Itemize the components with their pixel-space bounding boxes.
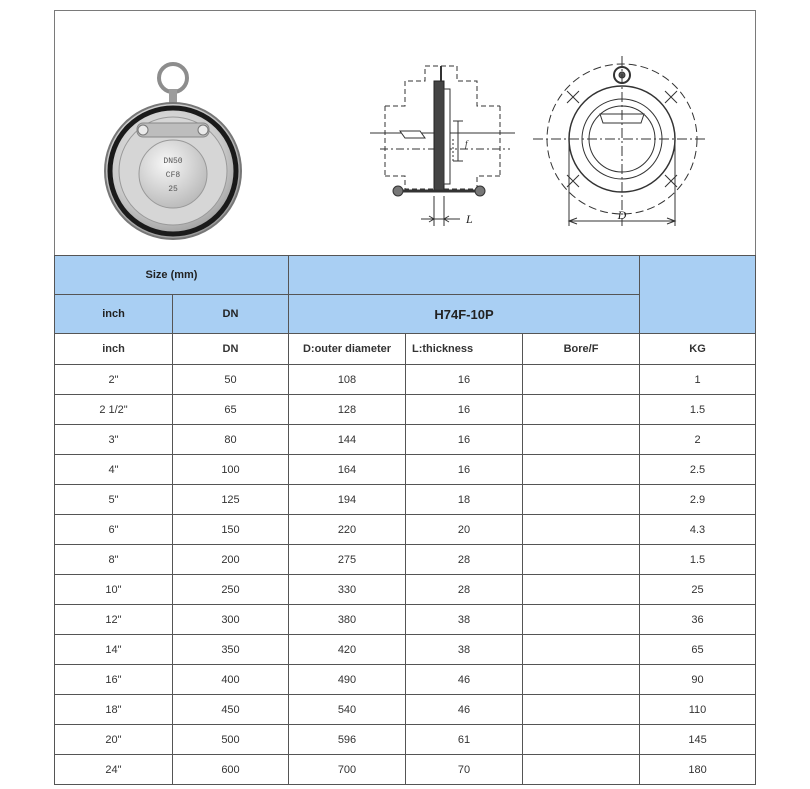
cell-inch: 5" [55,485,173,515]
cell-dn: 250 [173,575,289,605]
table-row [55,665,756,695]
table-row [55,515,756,545]
table-row [55,395,756,425]
col-outer-diameter: D:outer diameter [289,334,406,365]
cell-bore [523,395,640,425]
cell-outer-diameter: 700 [289,755,406,785]
cell-outer-diameter: 330 [289,575,406,605]
cell-bore [523,425,640,455]
cell-thickness: 16 [406,365,523,395]
cell-outer-diameter: 490 [289,665,406,695]
cell-inch: 4" [55,455,173,485]
cell-thickness: 38 [406,635,523,665]
cell-inch: 24" [55,755,173,785]
cell-outer-diameter: 380 [289,605,406,635]
col-bore: Bore/F [523,334,640,365]
column-header-row [55,334,756,365]
table-row [55,455,756,485]
cell-kg: 145 [640,725,756,755]
cell-dn: 65 [173,395,289,425]
cell-dn: 80 [173,425,289,455]
model-header-top [289,256,640,295]
table-row [55,425,756,455]
cell-dn: 350 [173,635,289,665]
valve-photo [105,64,241,239]
cell-bore [523,485,640,515]
col-thickness: L:thickness [406,334,523,365]
cell-thickness: 70 [406,755,523,785]
cell-dn: 200 [173,545,289,575]
cell-dn: 50 [173,365,289,395]
table-row [55,635,756,665]
cell-dn: 150 [173,515,289,545]
cell-kg: 2.5 [640,455,756,485]
cell-bore [523,755,640,785]
inch-header: inch [55,295,173,334]
cell-outer-diameter: 194 [289,485,406,515]
cell-bore [523,605,640,635]
cell-kg: 2 [640,425,756,455]
cell-kg: 90 [640,665,756,695]
cell-thickness: 46 [406,665,523,695]
cell-outer-diameter: 220 [289,515,406,545]
table-row [55,605,756,635]
cell-kg: 1 [640,365,756,395]
table-row [55,755,756,785]
cell-dn: 125 [173,485,289,515]
cell-thickness: 18 [406,485,523,515]
cell-thickness: 16 [406,425,523,455]
weight-header-blank [640,256,756,334]
cell-thickness: 28 [406,545,523,575]
col-kg: KG [640,334,756,365]
cell-inch: 8" [55,545,173,575]
cell-dn: 500 [173,725,289,755]
cell-inch: 12" [55,605,173,635]
cell-outer-diameter: 128 [289,395,406,425]
plate-line-2: CF8 [165,171,181,180]
cell-bore [523,635,640,665]
col-inch: inch [55,334,173,365]
cell-kg: 1.5 [640,545,756,575]
plate-line-3: 25 [168,185,178,194]
cell-thickness: 16 [406,455,523,485]
side-section-drawing [370,66,515,226]
cell-dn: 300 [173,605,289,635]
cell-bore [523,695,640,725]
cell-kg: 4.3 [640,515,756,545]
cell-thickness: 61 [406,725,523,755]
cell-bore [523,515,640,545]
cell-inch: 3" [55,425,173,455]
product-figures [55,11,755,256]
cell-kg: 25 [640,575,756,605]
cell-outer-diameter: 144 [289,425,406,455]
spec-table [54,255,756,785]
cell-inch: 6" [55,515,173,545]
dim-D-label: D [617,208,627,222]
cell-outer-diameter: 275 [289,545,406,575]
cell-outer-diameter: 164 [289,455,406,485]
cell-kg: 2.9 [640,485,756,515]
cell-bore [523,365,640,395]
table-row [55,575,756,605]
cell-bore [523,455,640,485]
cell-thickness: 38 [406,605,523,635]
cell-bore [523,545,640,575]
cell-dn: 400 [173,665,289,695]
cell-thickness: 28 [406,575,523,605]
model-header: H74F-10P [289,295,640,334]
cell-thickness: 16 [406,395,523,425]
cell-kg: 180 [640,755,756,785]
cell-bore [523,665,640,695]
cell-inch: 2" [55,365,173,395]
cell-dn: 450 [173,695,289,725]
cell-outer-diameter: 420 [289,635,406,665]
cell-kg: 1.5 [640,395,756,425]
size-header: Size (mm) [55,256,289,295]
cell-thickness: 20 [406,515,523,545]
table-row [55,725,756,755]
table-row [55,365,756,395]
cell-dn: 600 [173,755,289,785]
cell-inch: 10" [55,575,173,605]
dim-f-label: f [465,139,468,149]
cell-outer-diameter: 596 [289,725,406,755]
cell-outer-diameter: 108 [289,365,406,395]
dim-L-label: L [466,212,473,226]
cell-dn: 100 [173,455,289,485]
cell-outer-diameter: 540 [289,695,406,725]
spec-table-body [55,256,756,785]
table-row [55,545,756,575]
table-row [55,695,756,725]
cell-bore [523,575,640,605]
cell-inch: 14" [55,635,173,665]
cell-inch: 16" [55,665,173,695]
cell-inch: 2 1/2" [55,395,173,425]
front-view-drawing [533,56,705,226]
plate-line-1: DN50 [163,157,183,166]
cell-inch: 20" [55,725,173,755]
header-row-1 [55,256,756,295]
cell-kg: 36 [640,605,756,635]
cell-kg: 110 [640,695,756,725]
table-row [55,485,756,515]
figure-panel [54,10,756,256]
cell-bore [523,725,640,755]
dn-header: DN [173,295,289,334]
cell-inch: 18" [55,695,173,725]
col-dn: DN [173,334,289,365]
cell-thickness: 46 [406,695,523,725]
cell-kg: 65 [640,635,756,665]
